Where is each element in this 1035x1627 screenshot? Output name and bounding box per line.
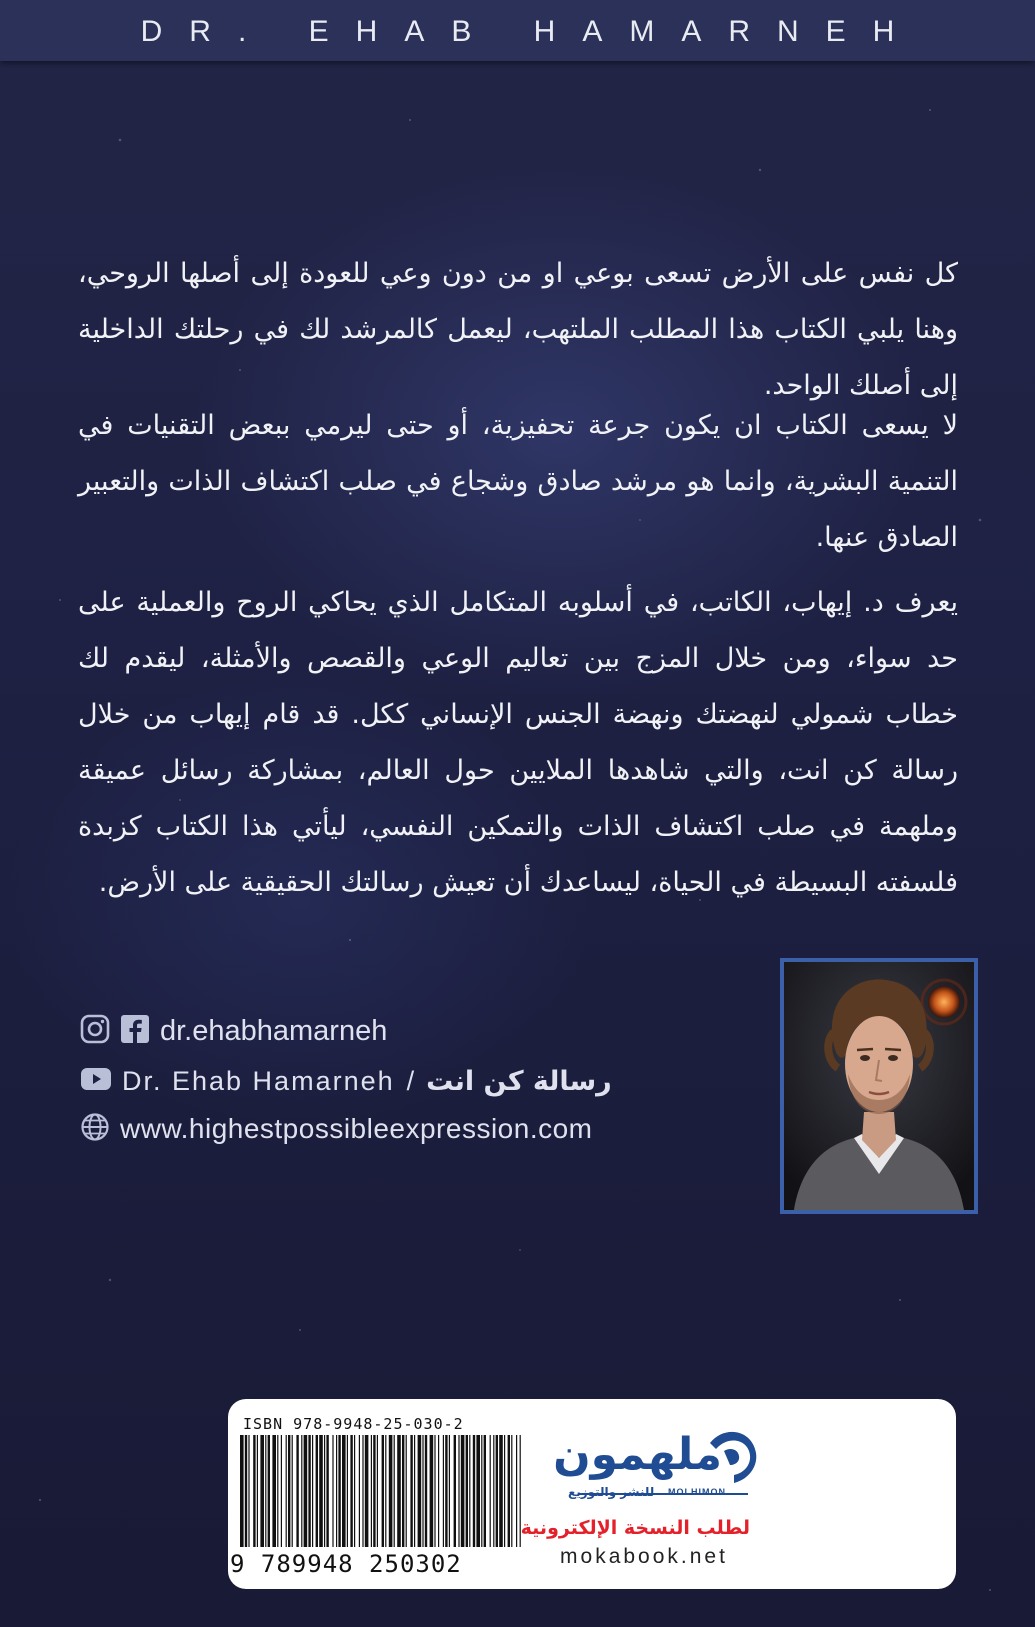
youtube-channel-name[interactable]: Dr. Ehab Hamarneh bbox=[122, 1065, 395, 1096]
barcode-bar bbox=[397, 1435, 401, 1547]
barcode-bar bbox=[265, 1435, 266, 1547]
barcode-bar bbox=[288, 1435, 290, 1547]
barcode-bar bbox=[292, 1435, 293, 1547]
barcode-bar bbox=[272, 1435, 276, 1547]
barcode-bar bbox=[359, 1435, 360, 1547]
barcode-bar bbox=[319, 1435, 323, 1547]
social-handle[interactable]: dr.ehabhamarneh bbox=[160, 1014, 388, 1047]
barcode-bar bbox=[373, 1435, 375, 1547]
youtube-icon bbox=[80, 1067, 112, 1095]
barcode-bar bbox=[454, 1435, 456, 1547]
barcode-bar bbox=[296, 1435, 298, 1547]
barcode-bar bbox=[508, 1435, 510, 1547]
barcode-bar bbox=[445, 1435, 447, 1547]
barcode-bar bbox=[240, 1435, 244, 1547]
social-row-youtube bbox=[80, 1061, 612, 1101]
barcode-bar bbox=[504, 1435, 505, 1547]
globe-icon bbox=[80, 1112, 110, 1146]
barcode-bar bbox=[438, 1435, 439, 1547]
separator: / bbox=[406, 1065, 417, 1096]
barcode-bar bbox=[286, 1435, 287, 1547]
barcode-bar bbox=[469, 1435, 470, 1547]
barcode-bar bbox=[511, 1435, 512, 1547]
barcode-bar bbox=[516, 1435, 517, 1547]
author-name-header: DR. EHAB HAMARNEH bbox=[140, 15, 922, 48]
social-row-website bbox=[80, 1109, 593, 1149]
barcode-bar bbox=[422, 1435, 423, 1547]
blurb-paragraph-2: لا يسعى الكتاب ان يكون جرعة تحفيزية، أو حتى ليرمي ببعض التقنيات في التنمية البشرية، وانما هو مرشد صادق وشجاع في صلب اكتشاف الذات والتعبير الصادق عنها. bbox=[78, 410, 958, 553]
barcode-bar bbox=[389, 1435, 393, 1547]
barcode-bar bbox=[414, 1435, 415, 1547]
barcode-bar bbox=[461, 1435, 465, 1547]
barcode-bar bbox=[354, 1435, 355, 1547]
barcode-bar bbox=[347, 1435, 348, 1547]
ebook-url[interactable]: mokabook.net bbox=[560, 1545, 728, 1568]
author-photo bbox=[780, 958, 978, 1214]
barcode-bar bbox=[425, 1435, 427, 1547]
barcode-bar bbox=[493, 1435, 494, 1547]
barcode-bar bbox=[371, 1435, 372, 1547]
blurb-paragraph-3: يعرف د. إيهاب، الكاتب، في أسلوبه المتكامل الذي يحاكي الروح والعملية على حد سواء، ومن خلال المزج بين تعاليم الوعي والقصص والأمثلة، ليقدم لك خطاب شمولي لنهضتك ونهضة الجنس الإنساني ككل. قد قام إيهاب من خلال رسالة كن انت، والتي شاهدها الملايين حول العالم، بمشاركة رسائل عميقة وملهمة في صلب اكتشاف الذات والتمكين النفسي، ليأتي هذا الكتاب كزبدة فلسفته البسيطة في الحياة، ليساعدك أن تعيش رسالتك الحقيقية على الأرض. bbox=[78, 587, 958, 898]
barcode-bar bbox=[434, 1435, 435, 1547]
barcode-bar bbox=[248, 1435, 249, 1547]
barcode-bar bbox=[481, 1435, 482, 1547]
blurb-paragraph-1: كل نفس على الأرض تسعى بوعي او من دون وعي للعودة إلى أصلها الروحي، وهنا يلبي الكتاب هذا المطلب الملتهب، ليعمل كالمرشد لك في رحلتك الداخلية إلى أصلك الواحد. bbox=[78, 258, 958, 401]
barcode-bar bbox=[260, 1435, 264, 1547]
barcode-bar bbox=[473, 1435, 475, 1547]
barcode-bar bbox=[377, 1435, 378, 1547]
barcode-bar bbox=[490, 1435, 491, 1547]
barcode-bar bbox=[484, 1435, 486, 1547]
barcode-bar bbox=[245, 1435, 247, 1547]
barcode-bar bbox=[268, 1435, 270, 1547]
barcode-bar bbox=[326, 1435, 328, 1547]
barcode-bar bbox=[418, 1435, 422, 1547]
barcode-bar bbox=[430, 1435, 434, 1547]
barcode-bar bbox=[301, 1435, 302, 1547]
barcode-bar bbox=[466, 1435, 468, 1547]
barcode-bar bbox=[332, 1435, 333, 1547]
barcode-bar bbox=[281, 1435, 282, 1547]
barcode-bar bbox=[385, 1435, 386, 1547]
barcode-bar bbox=[402, 1435, 404, 1547]
barcode-bar bbox=[338, 1435, 340, 1547]
barcode-bar bbox=[336, 1435, 337, 1547]
barcode-bar bbox=[312, 1435, 313, 1547]
barcode-bar bbox=[476, 1435, 480, 1547]
publisher-tagline-ar: للنشر والتوزيع bbox=[568, 1485, 655, 1499]
barcode-bar bbox=[443, 1435, 444, 1547]
barcode-bar bbox=[499, 1435, 503, 1547]
author-portrait-illustration bbox=[784, 962, 974, 1210]
instagram-icon bbox=[80, 1014, 110, 1048]
isbn-digits: 9 789948 250302 bbox=[230, 1550, 462, 1578]
series-name-ar: رسالة كن انت bbox=[426, 1065, 612, 1097]
isbn-publisher-sticker bbox=[228, 1399, 956, 1589]
barcode-bar bbox=[277, 1435, 278, 1547]
barcode-bar bbox=[342, 1435, 346, 1547]
barcode-bar bbox=[350, 1435, 352, 1547]
barcode-bar bbox=[324, 1435, 325, 1547]
social-links bbox=[80, 1011, 680, 1161]
isbn-text: ISBN 978-9948-25-030-2 bbox=[243, 1415, 464, 1433]
barcode-bar bbox=[253, 1435, 255, 1547]
barcode-bar bbox=[316, 1435, 318, 1547]
facebook-icon bbox=[120, 1014, 150, 1048]
barcode-bar bbox=[394, 1435, 395, 1547]
barcode-bar bbox=[410, 1435, 412, 1547]
barcode-bar bbox=[257, 1435, 258, 1547]
social-row-handle bbox=[80, 1011, 387, 1051]
isbn-barcode bbox=[240, 1435, 525, 1547]
barcode-bar bbox=[362, 1435, 363, 1547]
barcode-bar bbox=[496, 1435, 498, 1547]
barcode-bar bbox=[458, 1435, 459, 1547]
barcode-bar bbox=[382, 1435, 384, 1547]
barcode-bar bbox=[365, 1435, 369, 1547]
publisher-name-en: MOLHIMON bbox=[668, 1487, 726, 1497]
ebook-request-text: لطلب النسخة الإلكترونية bbox=[520, 1517, 750, 1539]
publisher-name-ar: ملهمون bbox=[553, 1429, 722, 1480]
barcode-bar bbox=[406, 1435, 407, 1547]
website-url[interactable]: www.highestpossibleexpression.com bbox=[120, 1113, 593, 1144]
barcode-bar bbox=[449, 1435, 450, 1547]
barcode-bar bbox=[304, 1435, 308, 1547]
barcode-bar bbox=[308, 1435, 310, 1547]
